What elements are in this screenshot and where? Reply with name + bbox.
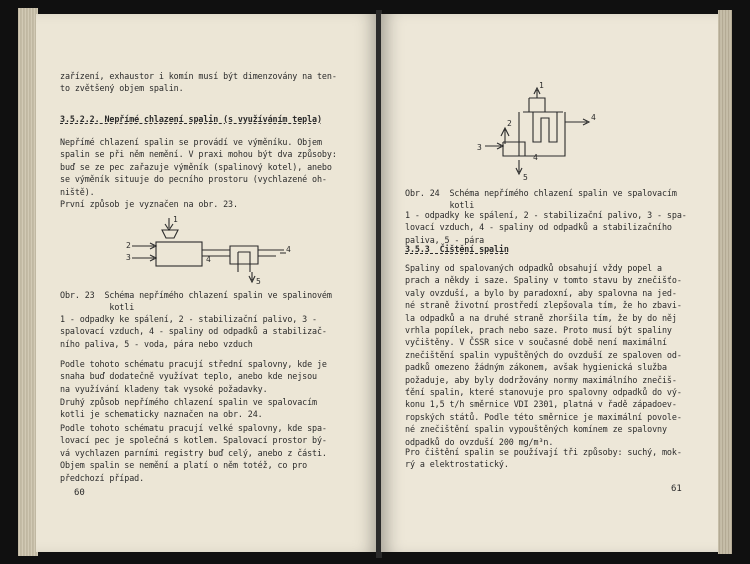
steam-coil xyxy=(533,112,557,142)
figure-label: 4 xyxy=(533,153,538,162)
figure-label: 4 xyxy=(206,255,211,264)
arrow-4-out xyxy=(258,250,286,256)
boiler-casing xyxy=(519,112,565,156)
page-edges-left xyxy=(18,8,38,556)
arrow-4 xyxy=(565,119,589,125)
figure-23-diagram xyxy=(126,214,316,284)
arrow-3 xyxy=(516,160,522,174)
figure-legend: 1 - odpadky ke spálení, 2 - stabilizační palivo, 3 - spalovací vzduch, 4 - spaliny od odpadků a stabilizač- ního paliva, 5 - voda, pára nebo vzduch xyxy=(60,314,327,349)
paragraph: zařízení, exhaustor i komín musí být dimenzovány na ten- to zvětšený objem spalin. xyxy=(60,71,337,94)
paragraph: Spaliny od spalovaných odpadků obsahují vždy popel a prach a někdy i saze. Spaliny v tomto stavu by znečišťo- valy ovzduší, a bylo by paradoxní, aby spalovna na jed- né straně životní prostředí zlepšovala tím, že ho zbavi- la odpadků a na druhé straně zhoršila tím, že by do něj vrhla popílek, prach nebo saze. Proto musí být spaliny vyčištěny. V ČSSR sice v současné době není maximální znečištění spalin vypuštěných do ovzduší ze spaloven od- padků omezeno žádným zákonem, avšak hygienická služba požaduje, aby byly dodržovány normy maximálního znečiš- ťění spalin, které stanovuje pro spalovny odpadků do vý- konu 1,5 t/h směrnice VDI 2301, platná v řadě západoev- ropských států. Podle této směrnice je maximální povole- né znečištění spalin vypouštěných komínem ze spalovny odpadků do ovzduší 200 mg/m³n. xyxy=(405,263,682,447)
boiler-coil xyxy=(238,252,250,272)
arrow-5 xyxy=(249,272,255,282)
figure-label: 3 xyxy=(126,253,131,262)
page-edges-right xyxy=(718,10,732,554)
figure-label: 1 xyxy=(539,81,544,90)
arrow-1 xyxy=(165,218,173,230)
figure-label: 1 xyxy=(173,215,178,224)
right-page xyxy=(381,14,718,552)
arrow-2 xyxy=(485,143,503,149)
figure-label: 5 xyxy=(256,277,261,286)
figure-caption: Obr. 24 Schéma nepřímého chlazení spalin ve spalovacím kotli xyxy=(405,188,677,211)
section-heading: 3.5.2.2. Nepřímé chlazení spalin (s využíváním tepla) xyxy=(60,114,322,124)
left-page xyxy=(36,14,378,552)
arrow-3 xyxy=(132,255,156,261)
steam-outlet xyxy=(529,98,545,112)
paragraph: Nepřímé chlazení spalin se provádí ve výměníku. Objem spalin se při něm nemění. V praxi mohou být dva způsoby: buď se ze pec zařazuje výměník (spalinový kotel), anebo se výměník situuje do pecního prostoru (vychlazené oh- niště). xyxy=(60,137,337,197)
arrow-2 xyxy=(132,243,156,249)
paragraph: Druhý způsob nepřímého chlazení spalin ve spalovacím kotli je schematicky naznačen na obr. 24. xyxy=(60,397,317,420)
figure-label: 4 xyxy=(591,113,596,122)
paragraph: Podle tohoto schématu pracují střední spalovny, kde je snaha buď dodatečně využívat teplo, anebo kde nejsou na využívání kladeny tak vysoké požadavky. xyxy=(60,359,327,394)
page-number: 60 xyxy=(74,488,85,498)
figure-caption: Obr. 23 Schéma nepřímého chlazení spalin ve spalinovém kotli xyxy=(60,290,332,313)
paragraph: Podle tohoto schématu pracují velké spalovny, kde spa- lovací pec je společná s kotlem. Spalovací prostor bý- vá vychlazen parními registry buď celý, anebo z části. Objem spalin se nemění a platí o něm totéž, co pro předchozí případ. xyxy=(60,423,327,483)
figure-label: 4 xyxy=(286,245,291,254)
figure-label: 3 xyxy=(477,143,482,152)
figure-24-diagram xyxy=(471,81,611,184)
paragraph: První způsob je vyznačen na obr. 23. xyxy=(60,199,238,209)
figure-label: 2 xyxy=(126,241,131,250)
section-heading: 3.5.3 Čištění spalin xyxy=(405,244,509,254)
figure-label: 2 xyxy=(507,119,512,128)
furnace-chamber xyxy=(503,142,525,156)
feed-hopper xyxy=(162,230,178,238)
figure-label: 5 xyxy=(523,173,528,182)
page-number: 61 xyxy=(671,484,682,494)
paragraph: Pro čištění spalin se používají tři způsoby: suchý, mok- rý a elektrostatický. xyxy=(405,447,682,470)
furnace-box xyxy=(156,242,202,266)
boiler-exchanger xyxy=(230,246,258,264)
figure-legend: 1 - odpadky ke spálení, 2 - stabilizační palivo, 3 - spa- lovací vzduch, 4 - spaliny od odpadků a stabilizačního paliva, 5 - pára xyxy=(405,210,687,245)
